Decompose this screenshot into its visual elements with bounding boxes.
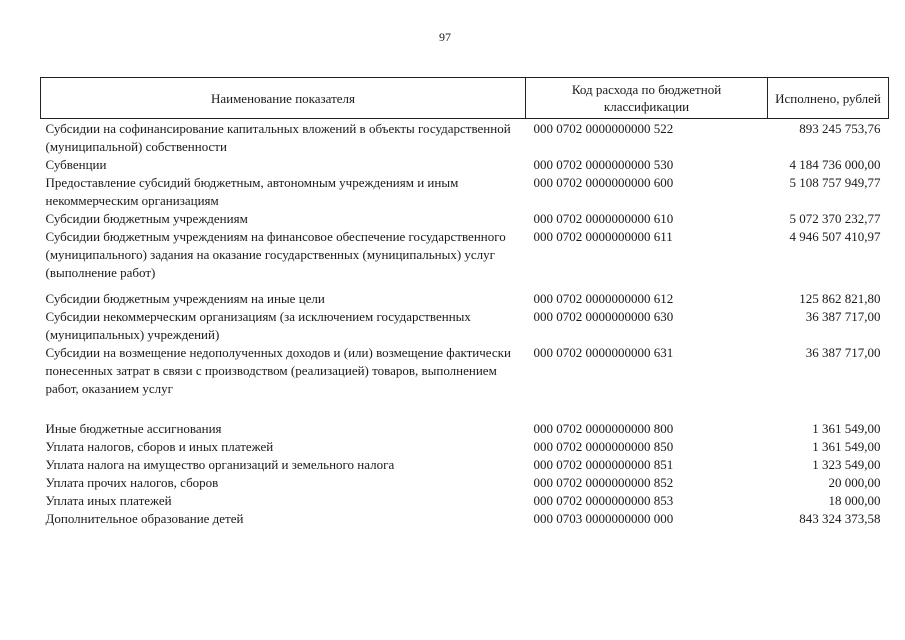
row-amount: 893 245 753,76 [799,121,881,136]
row-name: Субсидии бюджетным учреждениям на финансовое обеспечение государственного (муниципального) задания на оказание государственных (муниципальных) услуг (выполнение работ) [45,229,506,280]
row-name: Иные бюджетные ассигнования [45,421,222,436]
row-amount: 5 072 370 232,77 [789,211,881,226]
row-amount: 36 387 717,00 [805,345,881,360]
row-amount: 4 946 507 410,97 [789,229,881,244]
row-name: Субсидии бюджетным учреждениям [45,211,248,226]
row-name: Субсидии на софинансирование капитальных вложений в объекты государственной (муниципальной) собственности [45,121,511,154]
table-row [41,492,889,510]
table-row [41,174,889,210]
header-executed-amount: Исполнено, рублей [768,78,889,119]
table-row [41,290,889,308]
row-code: 000 0702 0000000000 612 [533,291,674,306]
row-name: Уплата налогов, сборов и иных платежей [45,439,274,454]
table-row [41,210,889,228]
row-name: Субсидии бюджетным учреждениям на иные цели [45,291,325,306]
table-row [41,119,889,157]
budget-table-container [40,77,888,528]
row-code: 000 0702 0000000000 852 [533,475,674,490]
row-name: Уплата иных платежей [45,493,172,508]
row-amount: 843 324 373,58 [799,511,881,526]
budget-execution-table [40,77,889,528]
table-row [41,474,889,492]
row-code: 000 0702 0000000000 610 [533,211,674,226]
table-row [41,228,889,290]
row-name: Предоставление субсидий бюджетным, автономным учреждениям и иным некоммерческим организациям [45,175,459,208]
header-indicator-name: Наименование показателя [41,78,526,119]
header-expense-code: Код расхода по бюджетной классификации [526,78,768,119]
row-code: 000 0702 0000000000 522 [533,121,674,136]
table-row [41,344,889,420]
table-row [41,308,889,344]
row-name: Уплата налога на имущество организаций и земельного налога [45,457,395,472]
table-header-row [41,78,889,119]
row-name: Субсидии на возмещение недополученных доходов и (или) возмещение фактически понесенных затрат в связи с производством (реализацией) товаров, выполнением работ, оказанием услуг [45,345,511,396]
row-name: Уплата прочих налогов, сборов [45,475,219,490]
row-code: 000 0702 0000000000 630 [533,309,674,324]
row-amount: 1 361 549,00 [812,421,881,436]
row-code: 000 0702 0000000000 800 [533,421,674,436]
table-row [41,438,889,456]
row-amount: 20 000,00 [828,475,881,490]
row-name: Субсидии некоммерческим организациям (за исключением государственных (муниципальных) учреждений) [45,309,471,342]
table-row [41,156,889,174]
row-amount: 1 361 549,00 [812,439,881,454]
row-name: Дополнительное образование детей [45,511,244,526]
row-name: Субвенции [45,157,107,172]
row-amount: 1 323 549,00 [812,457,881,472]
row-code: 000 0702 0000000000 631 [533,345,674,360]
row-amount: 4 184 736 000,00 [789,157,881,172]
row-code: 000 0702 0000000000 600 [533,175,674,190]
table-row [41,456,889,474]
row-amount: 125 862 821,80 [799,291,881,306]
row-amount: 18 000,00 [828,493,881,508]
table-row [41,510,889,528]
row-code: 000 0702 0000000000 850 [533,439,674,454]
row-code: 000 0702 0000000000 611 [533,229,673,244]
row-amount: 36 387 717,00 [805,309,881,324]
page-number: 97 [439,30,451,44]
row-code: 000 0702 0000000000 853 [533,493,674,508]
row-code: 000 0703 0000000000 000 [533,511,674,526]
row-amount: 5 108 757 949,77 [789,175,881,190]
table-row [41,420,889,438]
row-code: 000 0702 0000000000 530 [533,157,674,172]
row-code: 000 0702 0000000000 851 [533,457,674,472]
